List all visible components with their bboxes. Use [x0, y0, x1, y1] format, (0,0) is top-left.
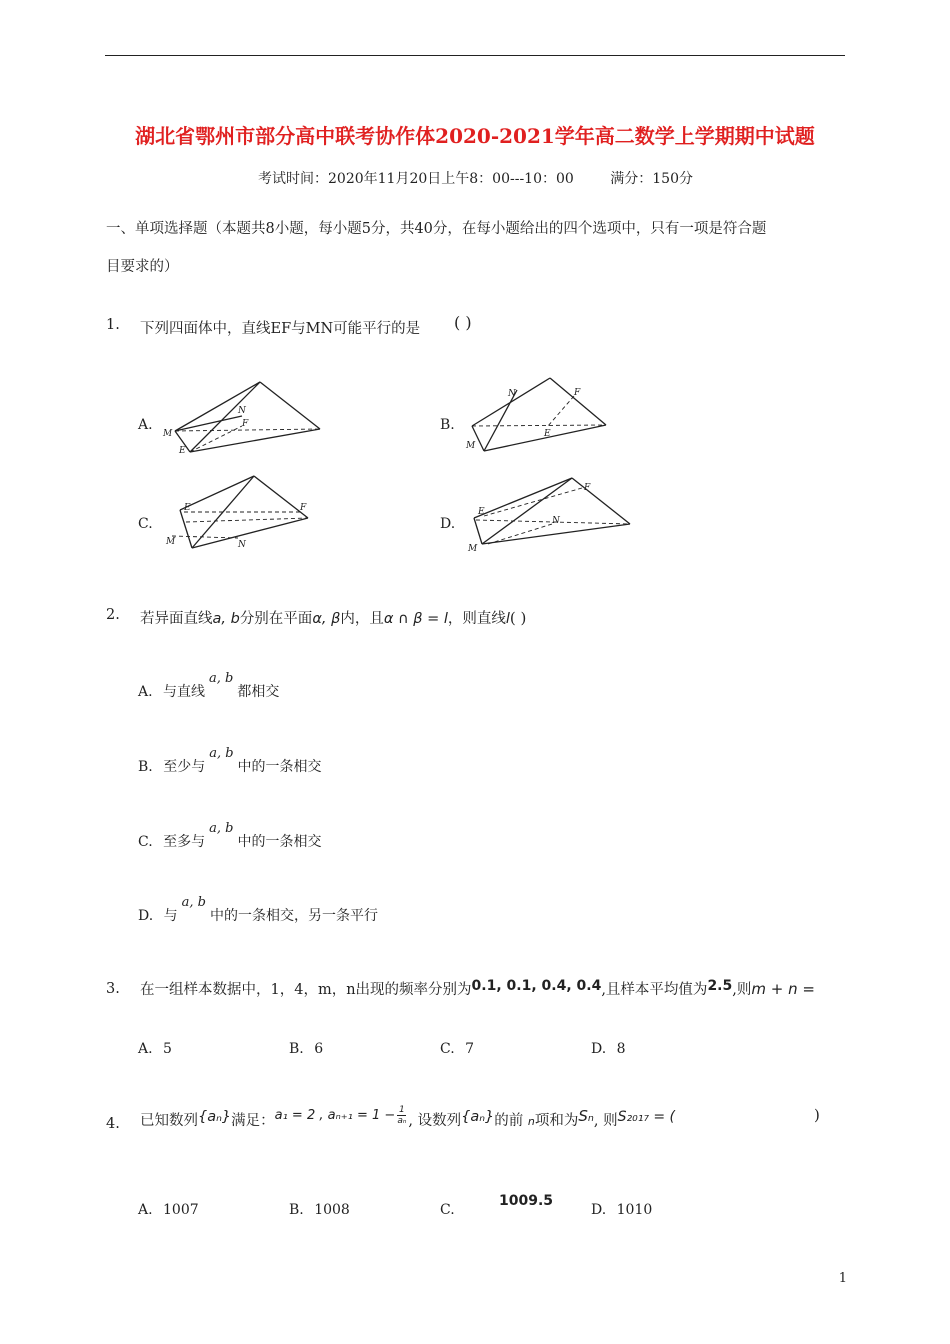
q1d-label-f: F [584, 483, 591, 493]
q4-frac-den: aₙ [397, 1115, 407, 1126]
q2-text-c: 内，且 [340, 611, 384, 627]
q1-option-c-label: C. [138, 516, 153, 532]
q4-text-f: , 则 [593, 1113, 618, 1129]
q2-text-d: ，则直线 [447, 611, 506, 627]
q4-option-b-letter: B. [289, 1202, 304, 1218]
q2-option-d-ab: a, b [181, 895, 206, 910]
q2-l: l [505, 611, 510, 627]
q2-option-b-post: 中的一条相交 [237, 759, 322, 775]
q2-stem [140, 607, 526, 628]
q3-option-d-letter: D. [591, 1041, 607, 1057]
q2-option-c-post: 中的一条相交 [237, 834, 322, 850]
exam-score: 满分：150分 [610, 171, 693, 187]
q3-option-b-value: 6 [314, 1041, 324, 1057]
q4-fraction [397, 1105, 406, 1126]
q2-option-d-post: 中的一条相交，另一条平行 [209, 908, 378, 924]
q2-option-b-pre: 至少与 [163, 759, 206, 775]
q4-close-paren: ) [814, 1106, 820, 1124]
q2-ab: a, b [212, 611, 240, 627]
q2-option-c-ab: a, b [209, 821, 234, 836]
q4-option-c-letter: C. [440, 1202, 455, 1218]
q3-expr: m + n = [751, 980, 815, 998]
q4-text-a: 已知数列 [140, 1113, 198, 1129]
page-title: 湖北省鄂州市部分高中联考协作体2020-2021学年高二数学上学期期中试题 [135, 124, 815, 148]
q1-number: 1. [106, 317, 120, 333]
q4-option-a-letter: A. [138, 1202, 153, 1218]
q3-option-d-value: 8 [616, 1041, 626, 1057]
q1-figure-d [462, 474, 637, 554]
q2-paren: ( ) [509, 609, 527, 627]
q1c-label-f: F [300, 503, 307, 513]
q2-option-b-letter: B. [138, 759, 153, 775]
q2-intersect: α ∩ β = l [383, 611, 448, 627]
q4-frac-num: 1 [399, 1104, 405, 1115]
q2-option-c-letter: C. [138, 834, 153, 850]
q4-text-c: , 设数列 [408, 1113, 462, 1129]
q3-option-a [138, 1041, 172, 1057]
section-heading-line1: 一、单项选择题（本题共8小题，每小题5分，共40分，在每小题给出的四个选项中，只有一项是符合题 [106, 221, 767, 237]
q2-option-a-ab: a, b [209, 671, 234, 686]
q1-text: 下列四面体中，直线EF与MN可能平行的是 [140, 321, 421, 337]
q2-text-b: 分别在平面 [239, 611, 313, 627]
q2-option-c-pre: 至多与 [163, 834, 206, 850]
q1d-label-n: N [552, 516, 560, 526]
q3-option-c [440, 1041, 474, 1057]
q4-text-b: 满足： [231, 1113, 275, 1129]
q1a-label-m: M [163, 429, 173, 439]
q4-text-e: 项和为 [534, 1113, 579, 1129]
q4-option-c-value: 1009.5 [499, 1193, 554, 1209]
q1d-label-e: E [478, 507, 485, 517]
q2-planes: α, β [312, 611, 341, 627]
q1a-label-n: N [238, 406, 246, 416]
q3-option-b-letter: B. [289, 1041, 304, 1057]
q1b-label-e: E [544, 429, 551, 439]
q4-option-d-value: 1010 [616, 1202, 653, 1218]
q2-option-a-pre: 与直线 [163, 684, 206, 700]
exam-info [258, 168, 693, 188]
q3-number: 3. [106, 981, 120, 997]
q1d-label-m: M [468, 544, 478, 554]
q3-option-c-letter: C. [440, 1041, 455, 1057]
q4-option-b [289, 1202, 350, 1218]
q4-cond: a₁ = 2 , aₙ₊₁ = 1 − [274, 1108, 396, 1123]
q2-number: 2. [106, 607, 120, 623]
q4-seq: {aₙ} [198, 1109, 232, 1125]
q1-paren: ( ) [454, 313, 472, 332]
q1c-label-m: M [166, 537, 176, 547]
q2-option-c [138, 821, 322, 851]
q2-option-d-pre: 与 [163, 908, 178, 924]
q2-option-b [138, 746, 322, 776]
q2-option-b-ab: a, b [209, 746, 234, 761]
q2-option-a-letter: A. [138, 684, 153, 700]
q4-option-b-value: 1008 [314, 1202, 350, 1218]
q4-text-d: 的前 [494, 1113, 524, 1129]
q4-seq-2: {aₙ} [461, 1109, 495, 1125]
q4-option-a [138, 1202, 199, 1218]
q4-s2017: S₂₀₁₇ = ( [617, 1109, 676, 1125]
q1b-label-n: N [508, 389, 516, 399]
q2-text-a: 若异面直线 [140, 611, 213, 627]
q2-option-a-post: 都相交 [237, 684, 280, 700]
q1-option-b-label: B. [440, 417, 455, 433]
exam-time: 考试时间：2020年11月20日上午8：00---10：00 [258, 171, 574, 187]
q3-option-d [591, 1041, 626, 1057]
q1c-label-e: E [184, 503, 191, 513]
header-rule [105, 55, 845, 56]
q4-option-d-letter: D. [591, 1202, 607, 1218]
q3-option-b [289, 1041, 323, 1057]
q3-text-b: ,且样本平均值为 [601, 982, 708, 998]
q4-sn: Sₙ [578, 1107, 594, 1125]
q4-number: 4. [106, 1116, 120, 1132]
q1b-label-f: F [574, 388, 581, 398]
q3-stem [140, 978, 815, 999]
q2-option-d [138, 895, 378, 925]
q3-option-a-value: 5 [163, 1041, 172, 1057]
q3-option-c-value: 7 [465, 1041, 475, 1057]
q1a-label-e: E [179, 446, 186, 456]
q2-option-a [138, 671, 280, 701]
q1-figure-b [462, 372, 612, 457]
q3-freqs: 0.1, 0.1, 0.4, 0.4 [471, 978, 602, 994]
page-number: 1 [838, 1271, 847, 1286]
q1a-label-f: F [242, 419, 249, 429]
q1c-label-n: N [238, 540, 246, 550]
q1-option-d-label: D. [440, 516, 456, 532]
q1-option-a-label: A. [138, 417, 153, 433]
q2-option-d-letter: D. [138, 908, 154, 924]
q4-stem [140, 1104, 676, 1132]
q3-text-a: 在一组样本数据中，1，4，m，n出现的频率分别为 [140, 982, 472, 998]
q1-figure-c [162, 470, 322, 552]
q3-option-a-letter: A. [138, 1041, 153, 1057]
q4-option-d [591, 1202, 652, 1218]
q4-n: n [527, 1115, 535, 1128]
q3-mean: 2.5 [707, 978, 733, 994]
q1b-label-m: M [466, 441, 476, 451]
section-heading-line2: 目要求的） [106, 259, 179, 275]
q3-text-c: ,则 [732, 982, 752, 998]
q1-figure-a [160, 378, 330, 458]
q4-option-a-value: 1007 [163, 1202, 199, 1218]
